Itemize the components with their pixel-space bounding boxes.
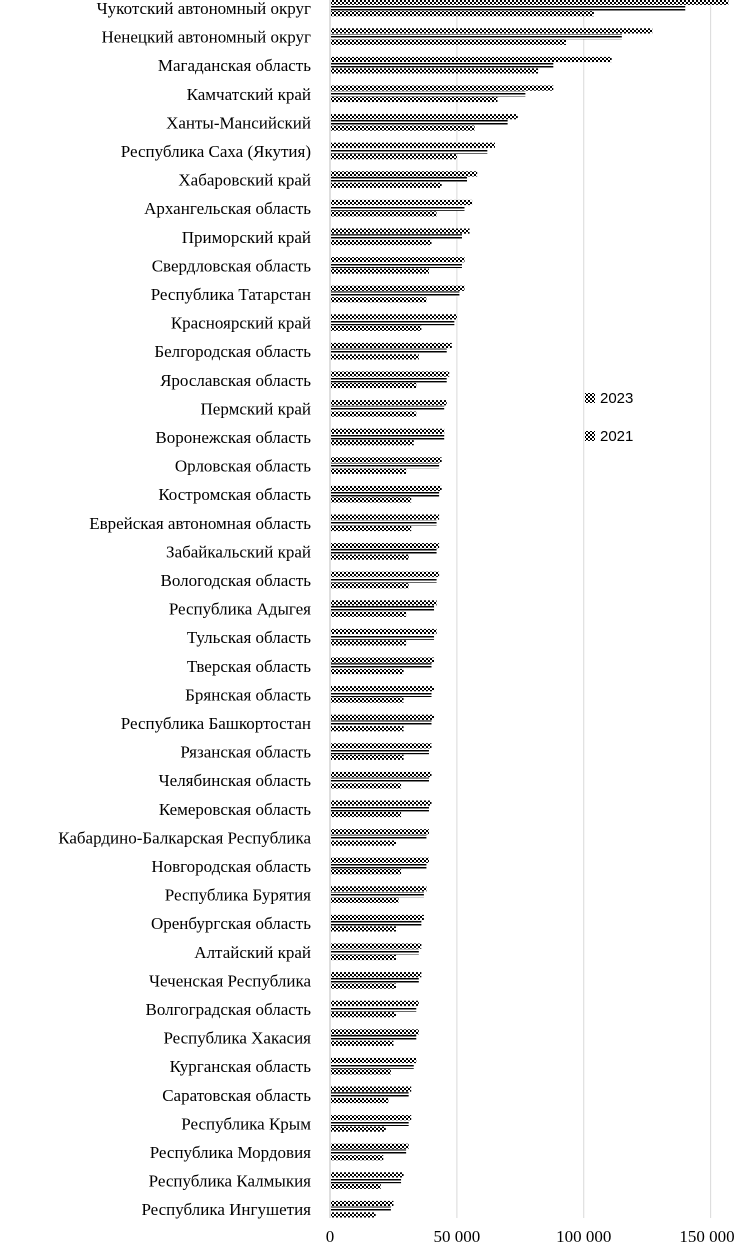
bar-2023 bbox=[331, 1201, 393, 1206]
bar-2021 bbox=[331, 412, 416, 417]
category-label: Брянская область bbox=[185, 685, 311, 705]
category-label: Еврейская автономная область bbox=[89, 513, 311, 533]
bar-2023 bbox=[331, 114, 518, 119]
bar-2022 bbox=[331, 720, 432, 725]
bar-2023 bbox=[331, 600, 437, 605]
bar-2022 bbox=[331, 463, 439, 468]
category-label: Республика Ингушетия bbox=[141, 1200, 311, 1220]
bar-2023 bbox=[331, 429, 444, 434]
bar-2021 bbox=[331, 669, 404, 674]
bar-2022 bbox=[331, 863, 426, 868]
bar-2023 bbox=[331, 658, 434, 663]
bar-2021 bbox=[331, 1127, 386, 1132]
x-tick-label: 50 000 bbox=[433, 1227, 481, 1246]
bar-2023 bbox=[331, 629, 437, 634]
bar-2021 bbox=[331, 354, 419, 359]
bar-2023 bbox=[331, 143, 495, 148]
bar-2021 bbox=[331, 1098, 388, 1103]
category-label: Республика Саха (Якутия) bbox=[120, 142, 311, 161]
bar-2021 bbox=[331, 984, 396, 989]
bar-2023 bbox=[331, 200, 472, 205]
bar-2022 bbox=[331, 778, 429, 783]
bar-2021 bbox=[331, 612, 406, 617]
bar-2023 bbox=[331, 515, 439, 520]
bar-2023 bbox=[331, 257, 464, 262]
x-tick-label: 100 000 bbox=[556, 1227, 612, 1246]
bar-2022 bbox=[331, 1121, 409, 1126]
bar-2021 bbox=[331, 211, 437, 216]
bar-2022 bbox=[331, 1207, 391, 1212]
category-label: Республика Мордовия bbox=[149, 1143, 311, 1162]
bar-2022 bbox=[331, 1149, 406, 1154]
bar-2021 bbox=[331, 469, 406, 474]
bar-2021 bbox=[331, 1041, 393, 1046]
category-label: Орловская область bbox=[174, 456, 311, 476]
bar-2021 bbox=[331, 755, 404, 760]
bar-2022 bbox=[331, 91, 525, 96]
bar-2021 bbox=[331, 1069, 391, 1074]
bar-2021 bbox=[331, 1184, 381, 1189]
category-label: Красноярский край bbox=[170, 313, 311, 333]
legend-label: 2021 bbox=[600, 428, 634, 445]
bar-2022 bbox=[331, 148, 487, 153]
bar-2023 bbox=[331, 400, 447, 405]
bar-2023 bbox=[331, 1115, 411, 1120]
bar-2022 bbox=[331, 749, 429, 754]
bar-2022 bbox=[331, 835, 426, 840]
category-label: Оренбургская область bbox=[150, 914, 311, 934]
category-label: Республика Крым bbox=[181, 1114, 311, 1134]
category-label: Приморский край bbox=[181, 227, 311, 247]
bar-2023 bbox=[331, 772, 432, 777]
category-label: Хабаровский край bbox=[178, 170, 311, 190]
category-label: Алтайский край bbox=[194, 942, 311, 962]
bar-2021 bbox=[331, 240, 432, 245]
category-label: Кемеровская область bbox=[158, 799, 311, 819]
bar-2023 bbox=[331, 343, 452, 348]
category-label: Костромская область bbox=[158, 485, 311, 505]
category-label: Тульская область bbox=[186, 628, 311, 648]
bar-2021 bbox=[331, 440, 414, 445]
bar-2021 bbox=[331, 783, 401, 788]
bar-2021 bbox=[331, 326, 421, 331]
bar-2023 bbox=[331, 543, 439, 548]
bar-2022 bbox=[331, 806, 429, 811]
bar-2022 bbox=[331, 291, 459, 296]
bar-2022 bbox=[331, 635, 434, 640]
bar-2022 bbox=[331, 5, 685, 10]
category-label: Белгородская область bbox=[154, 342, 311, 362]
bar-2021 bbox=[331, 726, 404, 731]
bar-2023 bbox=[331, 457, 442, 462]
bar-2022 bbox=[331, 692, 432, 697]
bar-2023 bbox=[331, 1029, 419, 1034]
bar-2022 bbox=[331, 892, 424, 897]
bar-2023 bbox=[331, 286, 464, 291]
bar-2023 bbox=[331, 1172, 404, 1177]
category-label: Забайкальский край bbox=[166, 542, 311, 562]
bar-2022 bbox=[331, 921, 421, 926]
bar-2023 bbox=[331, 1058, 416, 1063]
bar-2023 bbox=[331, 572, 439, 577]
category-label: Камчатский край bbox=[186, 84, 311, 104]
bar-2021 bbox=[331, 640, 406, 645]
bar-2021 bbox=[331, 11, 594, 16]
bar-2022 bbox=[331, 63, 553, 68]
bar-2022 bbox=[331, 34, 622, 39]
category-label: Ярославская область bbox=[160, 370, 311, 390]
bar-2021 bbox=[331, 926, 396, 931]
category-label: Чеченская Республика bbox=[149, 971, 311, 991]
bar-2022 bbox=[331, 520, 437, 525]
bar-2021 bbox=[331, 955, 396, 960]
category-label: Ненецкий автономный округ bbox=[101, 27, 311, 47]
bar-2023 bbox=[331, 715, 434, 720]
bar-2022 bbox=[331, 549, 437, 554]
bar-2021 bbox=[331, 698, 404, 703]
bar-2021 bbox=[331, 183, 442, 188]
bar-2021 bbox=[331, 1155, 383, 1160]
bar-2023 bbox=[331, 1144, 409, 1149]
bar-2021 bbox=[331, 297, 426, 302]
bar-2022 bbox=[331, 320, 454, 325]
category-label: Магаданская область bbox=[157, 56, 311, 76]
bar-2021 bbox=[331, 1012, 396, 1017]
bar-2022 bbox=[331, 1064, 414, 1069]
category-label: Челябинская область bbox=[158, 771, 311, 791]
bar-2021 bbox=[331, 126, 475, 131]
bar-2023 bbox=[331, 1087, 411, 1092]
bar-2022 bbox=[331, 177, 467, 182]
bar-2023 bbox=[331, 944, 421, 949]
bar-2022 bbox=[331, 492, 439, 497]
x-axis-tick-labels bbox=[326, 1227, 735, 1246]
bar-2022 bbox=[331, 1178, 401, 1183]
bar-2021 bbox=[331, 154, 457, 159]
bar-2023 bbox=[331, 86, 553, 91]
bar-2021 bbox=[331, 583, 409, 588]
category-label: Воронежская область bbox=[155, 428, 311, 447]
bar-2022 bbox=[331, 349, 447, 354]
category-label: Республика Башкортостан bbox=[120, 714, 311, 733]
category-label: Рязанская область bbox=[180, 742, 311, 762]
bar-2022 bbox=[331, 434, 444, 439]
bar-2021 bbox=[331, 383, 416, 388]
legend-swatch bbox=[585, 393, 595, 403]
category-label: Республика Татарстан bbox=[150, 285, 311, 304]
category-label: Волгоградская область bbox=[145, 1000, 311, 1019]
category-label: Новгородская область bbox=[151, 857, 311, 876]
legend bbox=[585, 390, 633, 445]
bar-2022 bbox=[331, 663, 432, 668]
x-tick-label: 0 bbox=[325, 1227, 335, 1246]
bar-2021 bbox=[331, 555, 409, 560]
bar-2023 bbox=[331, 314, 457, 319]
legend-label: 2023 bbox=[600, 390, 634, 407]
bar-2023 bbox=[331, 829, 429, 834]
category-label: Республика Адыгея bbox=[168, 599, 311, 619]
bar-2022 bbox=[331, 978, 419, 983]
category-label: Республика Хакасия bbox=[163, 1028, 311, 1048]
bar-2021 bbox=[331, 40, 566, 45]
bar-2023 bbox=[331, 28, 652, 33]
bar-2022 bbox=[331, 577, 437, 582]
bar-2023 bbox=[331, 372, 449, 377]
bar-2023 bbox=[331, 972, 421, 977]
category-label: Республика Бурятия bbox=[164, 885, 311, 905]
bar-2022 bbox=[331, 377, 447, 382]
bar-2021 bbox=[331, 898, 399, 903]
bar-2021 bbox=[331, 812, 401, 817]
bar-2023 bbox=[331, 0, 728, 5]
category-label: Архангельская область bbox=[144, 199, 311, 219]
bar-2023 bbox=[331, 1001, 419, 1006]
bar-2023 bbox=[331, 57, 612, 62]
bar-2021 bbox=[331, 526, 411, 531]
bar-2022 bbox=[331, 606, 434, 611]
bar-2023 bbox=[331, 801, 432, 806]
bar-2021 bbox=[331, 841, 396, 846]
bar-2022 bbox=[331, 1092, 409, 1097]
category-label: Кабардино-Балкарская Республика bbox=[58, 828, 311, 848]
bar-2022 bbox=[331, 406, 444, 411]
category-label: Тверская область bbox=[186, 656, 311, 676]
bar-2021 bbox=[331, 869, 401, 874]
bar-2023 bbox=[331, 686, 434, 691]
bar-2023 bbox=[331, 486, 442, 491]
category-label: Курганская область bbox=[169, 1057, 311, 1077]
bar-2023 bbox=[331, 886, 426, 891]
bar-2022 bbox=[331, 949, 419, 954]
bar-2022 bbox=[331, 1035, 416, 1040]
bar-2021 bbox=[331, 97, 497, 102]
bar-2023 bbox=[331, 171, 477, 176]
bar-2023 bbox=[331, 858, 429, 863]
category-label: Республика Калмыкия bbox=[148, 1171, 311, 1191]
bar-2021 bbox=[331, 68, 538, 73]
bar-2021 bbox=[331, 269, 429, 274]
category-labels bbox=[58, 0, 311, 1219]
bars bbox=[331, 0, 728, 1218]
category-label: Саратовская область bbox=[162, 1085, 311, 1105]
bar-2022 bbox=[331, 120, 508, 125]
bar-2023 bbox=[331, 915, 424, 920]
category-label: Свердловская область bbox=[151, 256, 311, 276]
x-tick-label: 150 000 bbox=[679, 1227, 735, 1246]
bar-2022 bbox=[331, 263, 462, 268]
category-label: Вологодская область bbox=[160, 571, 311, 590]
bar-2022 bbox=[331, 206, 464, 211]
bar-2023 bbox=[331, 743, 432, 748]
bar-2022 bbox=[331, 1006, 416, 1011]
category-label: Ханты-Мансийский bbox=[166, 113, 311, 133]
bar-2023 bbox=[331, 229, 470, 234]
bar-2022 bbox=[331, 234, 462, 239]
bar-2021 bbox=[331, 497, 411, 502]
bar-2021 bbox=[331, 1212, 376, 1217]
category-label: Чукотский автономный округ bbox=[96, 0, 311, 18]
category-label: Пермский край bbox=[200, 399, 311, 419]
legend-swatch bbox=[585, 431, 595, 441]
